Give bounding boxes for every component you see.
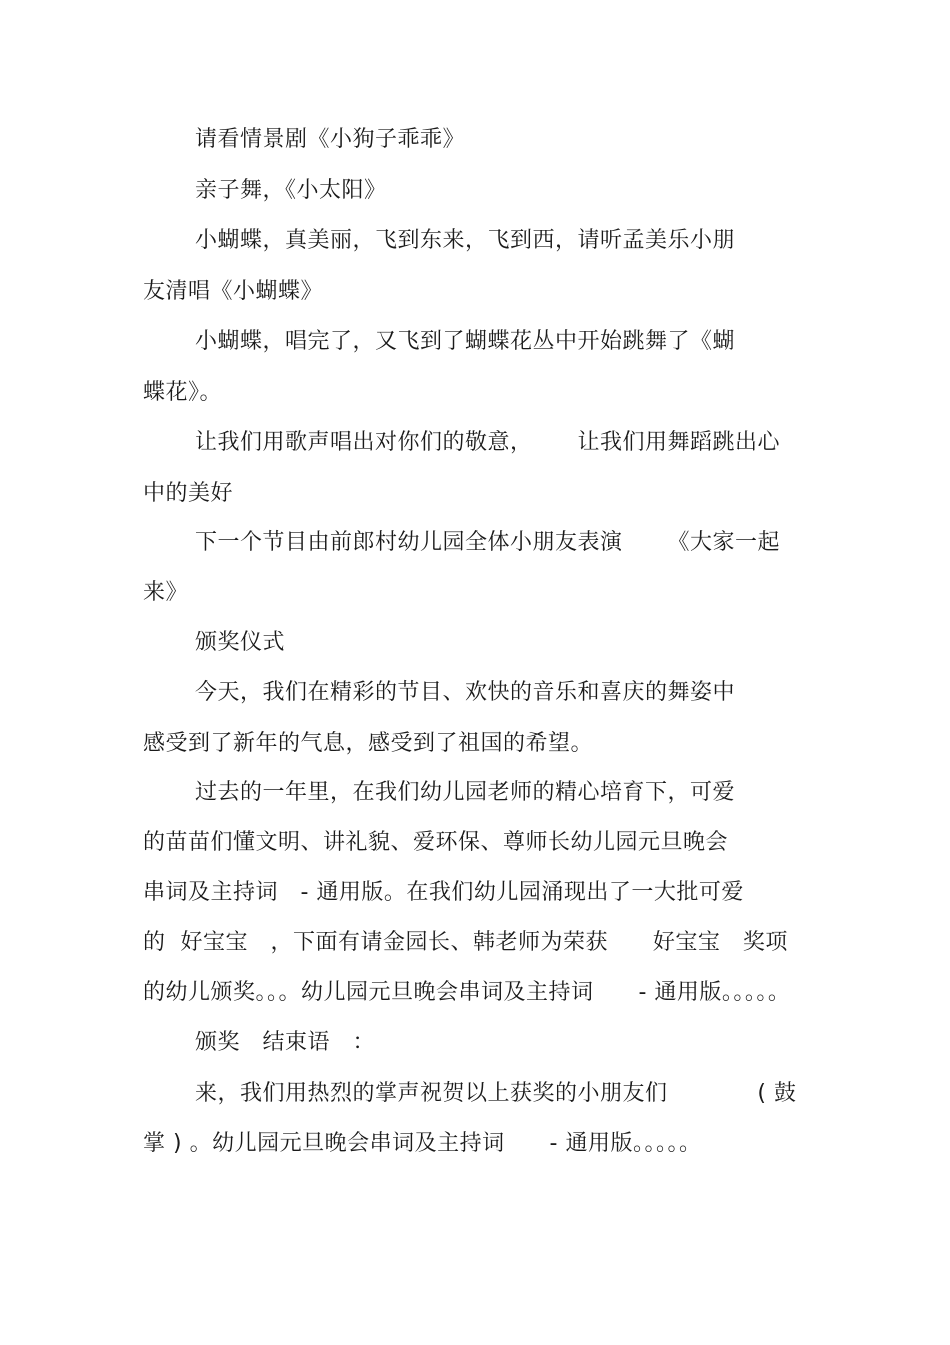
text-line-past-year-1: 过去的一年里，在我们幼儿园老师的精心培育下，可爱 — [195, 780, 736, 805]
text-line-award-heading: 颁奖仪式 — [195, 630, 286, 655]
text-line-past-year-4: 的 好宝宝 ，下面有请金园长、韩老师为荣获 好宝宝 奖项 — [143, 930, 788, 955]
text-line-song-1: 让我们用歌声唱出对你们的敬意， 让我们用舞蹈跳出心 — [195, 430, 780, 455]
text-line-song-2: 中的美好 — [143, 481, 234, 506]
text-line-today-1: 今天，我们在精彩的节目、欢快的音乐和喜庆的舞姿中 — [195, 680, 736, 705]
text-line-dance: 亲子舞，《小太阳》 — [195, 178, 387, 203]
text-line-butterfly-1: 小蝴蝶，真美丽，飞到东来，飞到西，请听孟美乐小朋 — [195, 228, 736, 253]
text-line-past-year-3: 串词及主持词 - 通用版。在我们幼儿园涌现出了一大批可爱 — [143, 880, 744, 905]
text-line-skit: 请看情景剧《小狗子乖乖》 — [195, 127, 466, 152]
text-line-today-2: 感受到了新年的气息，感受到了祖国的希望。 — [143, 731, 594, 756]
text-line-butterfly-2: 友清唱《小蝴蝶》 — [143, 279, 324, 304]
text-line-past-year-2: 的苗苗们懂文明、讲礼貌、爱环保、尊师长幼儿园元旦晚会 — [143, 830, 729, 855]
text-line-closing-2: 掌 ) 。幼儿园元旦晚会串词及主持词 - 通用版。。。。。 — [143, 1131, 702, 1156]
text-line-closing-heading: 颁奖 结束语 ： — [195, 1030, 375, 1055]
text-line-flower-1: 小蝴蝶，唱完了，又飞到了蝴蝶花丛中开始跳舞了《蝴 — [195, 329, 736, 354]
text-line-past-year-5: 的幼儿颁奖。。。幼儿园元旦晚会串词及主持词 - 通用版。。。。。 — [143, 980, 791, 1005]
text-line-closing-1: 来，我们用热烈的掌声祝贺以上获奖的小朋友们 ( 鼓 — [195, 1081, 797, 1106]
text-line-next-1: 下一个节目由前郎村幼儿园全体小朋友表演 《大家一起 — [195, 530, 780, 555]
text-line-next-2: 来》 — [143, 580, 189, 605]
text-line-flower-2: 蝶花》。 — [143, 380, 223, 405]
